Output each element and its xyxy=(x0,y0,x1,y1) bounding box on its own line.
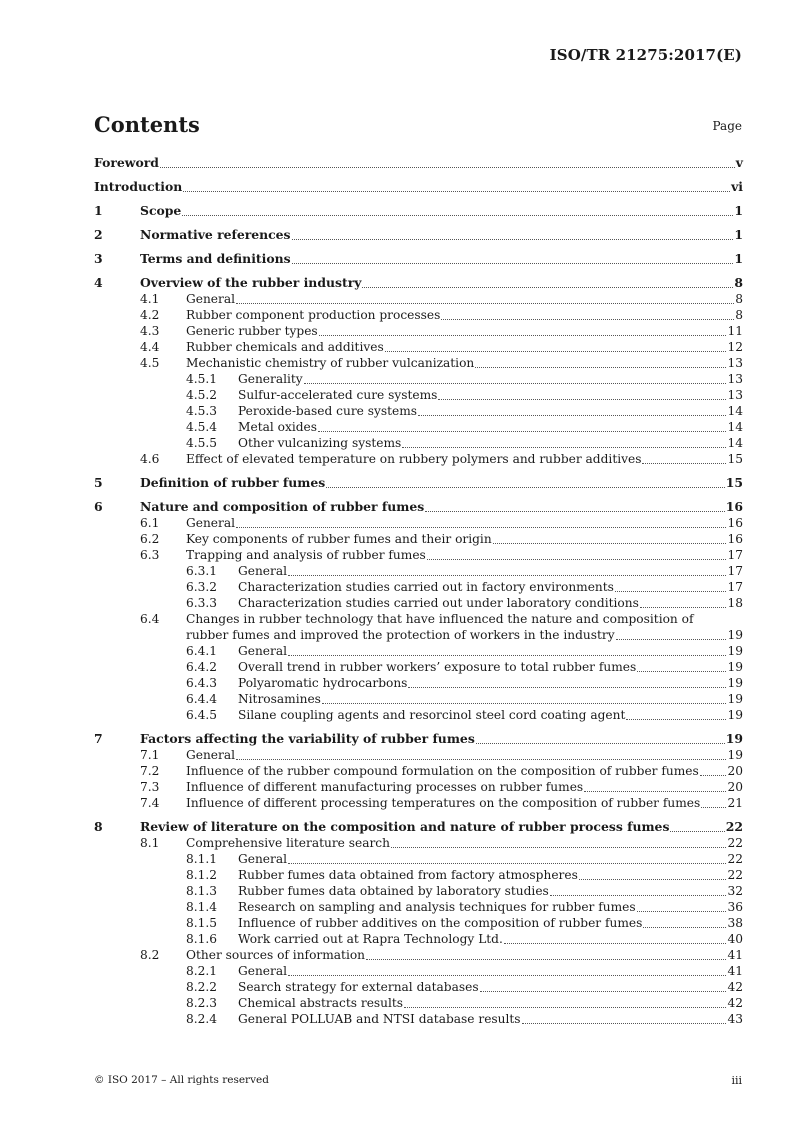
toc-entry-page: 12 xyxy=(727,340,743,354)
toc-dot-leader xyxy=(438,399,726,400)
toc-dot-leader xyxy=(304,383,727,384)
page-number: iii xyxy=(731,1074,742,1087)
toc-entry-number: 4.5.2 xyxy=(186,388,218,402)
toc-entry[interactable] xyxy=(94,747,743,763)
toc-entry[interactable] xyxy=(94,963,743,979)
toc-entry[interactable] xyxy=(94,291,743,307)
toc-dot-leader xyxy=(504,943,727,944)
toc-entry[interactable] xyxy=(94,731,743,747)
toc-dot-leader xyxy=(427,559,727,560)
toc-dot-leader xyxy=(236,303,734,304)
toc-entry-number: 8.1.6 xyxy=(186,932,218,946)
toc-entry-title: Influence of different processing temperatures on the composition of rubber fumes xyxy=(186,796,701,810)
toc-entry-title: General xyxy=(186,516,235,530)
toc-entry[interactable] xyxy=(94,307,743,323)
toc-entry-number: 8.2.4 xyxy=(186,1012,218,1026)
toc-entry-title: Characterization studies carried out under laboratory conditions xyxy=(238,596,639,610)
toc-entry-number: 4.2 xyxy=(140,308,160,322)
contents-heading: Contents xyxy=(94,112,200,137)
toc-entry[interactable] xyxy=(94,371,743,387)
toc-dot-leader xyxy=(550,895,727,896)
toc-entry-page: 43 xyxy=(727,1012,743,1026)
toc-entry-title: General xyxy=(186,292,235,306)
toc-entry[interactable] xyxy=(94,835,743,851)
toc-entry-page: 11 xyxy=(727,324,743,338)
toc-entry-page: 19 xyxy=(727,660,743,674)
toc-dot-leader xyxy=(326,487,725,488)
toc-entry-title: Rubber fumes data obtained from factory atmospheres xyxy=(238,868,578,882)
toc-entry-page: 17 xyxy=(727,580,743,594)
toc-entry-number: 4.5.4 xyxy=(186,420,218,434)
toc-entry-title: Normative references xyxy=(140,227,291,242)
toc-entry-title: Rubber fumes data obtained by laboratory studies xyxy=(238,884,549,898)
toc-dot-leader xyxy=(236,527,726,528)
toc-entry-number: 6.4.2 xyxy=(186,660,218,674)
toc-entry-page: 16 xyxy=(727,516,743,530)
toc-entry-title: Review of literature on the composition and nature of rubber process fumes xyxy=(140,819,670,834)
toc-entry-title-block xyxy=(186,611,694,627)
toc-entry-page: 15 xyxy=(725,475,743,490)
toc-entry-number: 7.4 xyxy=(140,796,160,810)
toc-dot-leader xyxy=(584,791,726,792)
toc-entry-page: 18 xyxy=(727,596,743,610)
toc-dot-leader xyxy=(236,759,726,760)
toc-entry[interactable] xyxy=(94,355,743,371)
toc-entry[interactable] xyxy=(94,675,743,691)
toc-entry-page: 15 xyxy=(727,452,743,466)
toc-dot-leader xyxy=(182,215,733,216)
toc-entry-number: 4.5.3 xyxy=(186,404,218,418)
toc-entry-number: 6.3 xyxy=(140,548,160,562)
toc-entry-title: Effect of elevated temperature on rubbery polymers and rubber additives xyxy=(186,452,642,466)
toc-entry-number: 4.1 xyxy=(140,292,160,306)
toc-dot-leader xyxy=(522,1023,727,1024)
toc-entry-number: 4.5 xyxy=(140,356,160,370)
toc-entry-title: Nitrosamines xyxy=(238,692,321,706)
toc-entry-number: 4.5.5 xyxy=(186,436,218,450)
toc-dot-leader xyxy=(292,239,734,240)
toc-entry-number: 8.2.1 xyxy=(186,964,218,978)
toc-entry-title: Scope xyxy=(140,203,182,218)
toc-entry-page: v xyxy=(735,155,743,170)
toc-entry-title: Influence of rubber additives on the composition of rubber fumes xyxy=(238,916,643,930)
toc-entry-number: 5 xyxy=(94,475,103,490)
toc-entry-number: 8.1.4 xyxy=(186,900,218,914)
toc-entry-title-continued: rubber fumes and improved the protection of workers in the industry xyxy=(186,628,615,642)
toc-entry-title: Rubber chemicals and additives xyxy=(186,340,384,354)
toc-entry-title: Overall trend in rubber workers’ exposure to total rubber fumes xyxy=(238,660,637,674)
toc-entry-number: 1 xyxy=(94,203,103,218)
toc-entry-number: 7.1 xyxy=(140,748,160,762)
toc-dot-leader xyxy=(322,703,727,704)
toc-entry[interactable] xyxy=(94,595,743,611)
toc-entry-number: 8.1.3 xyxy=(186,884,218,898)
toc-entry-page: 20 xyxy=(727,764,743,778)
toc-entry-page: 42 xyxy=(727,996,743,1010)
toc-entry-continuation[interactable] xyxy=(94,627,743,643)
toc-entry-title: Rubber component production processes xyxy=(186,308,441,322)
toc-entry[interactable] xyxy=(94,179,743,195)
toc-entry-title: General xyxy=(238,644,287,658)
toc-dot-leader xyxy=(288,975,726,976)
toc-entry[interactable] xyxy=(94,451,743,467)
copyright-notice: © ISO 2017 – All rights reserved xyxy=(94,1074,269,1086)
toc-entry-page: 8 xyxy=(734,275,743,290)
toc-entry-number: 6 xyxy=(94,499,103,514)
toc-entry[interactable] xyxy=(94,867,743,883)
toc-entry-number: 8.1 xyxy=(140,836,160,850)
toc-entry-page: 8 xyxy=(735,292,743,306)
toc-entry-page: 14 xyxy=(727,420,743,434)
toc-entry-title: Other sources of information xyxy=(186,948,366,962)
toc-entry[interactable] xyxy=(94,339,743,355)
toc-entry-title: Trapping and analysis of rubber fumes xyxy=(186,548,426,562)
toc-entry-number: 2 xyxy=(94,227,103,242)
toc-dot-leader xyxy=(288,863,726,864)
toc-entry-title: Terms and definitions xyxy=(140,251,291,266)
toc-entry[interactable] xyxy=(94,531,743,547)
toc-dot-leader xyxy=(391,847,726,848)
toc-entry-title: General xyxy=(238,852,287,866)
toc-entry-number: 6.4.4 xyxy=(186,692,218,706)
toc-entry-page: 41 xyxy=(727,964,743,978)
toc-entry[interactable] xyxy=(94,643,743,659)
toc-entry-title: Characterization studies carried out in factory environments xyxy=(238,580,614,594)
toc-dot-leader xyxy=(362,287,733,288)
toc-entry-page: 38 xyxy=(727,916,743,930)
toc-entry-number: 6.4.5 xyxy=(186,708,218,722)
toc-entry[interactable] xyxy=(94,763,743,779)
toc-entry-page: 19 xyxy=(725,731,743,746)
toc-dot-leader xyxy=(183,191,730,192)
toc-entry-page: 22 xyxy=(727,852,743,866)
toc-entry-title: Generality xyxy=(238,372,303,386)
toc-entry[interactable] xyxy=(94,475,743,491)
toc-entry-title: Mechanistic chemistry of rubber vulcanization xyxy=(186,356,475,370)
toc-entry-number: 8.1.5 xyxy=(186,916,218,930)
toc-entry-title: Factors affecting the variability of rubber fumes xyxy=(140,731,475,746)
toc-entry-number: 7.2 xyxy=(140,764,160,778)
toc-entry[interactable] xyxy=(94,691,743,707)
toc-entry-number: 6.4 xyxy=(140,612,160,626)
toc-dot-leader xyxy=(425,511,725,512)
toc-dot-leader xyxy=(404,1007,726,1008)
toc-entry-title: Definition of rubber fumes xyxy=(140,475,326,490)
toc-entry[interactable] xyxy=(94,563,743,579)
toc-dot-leader xyxy=(408,687,726,688)
toc-dot-leader xyxy=(701,807,726,808)
toc-entry-page: 16 xyxy=(727,532,743,546)
toc-dot-leader xyxy=(441,319,734,320)
toc-dot-leader xyxy=(385,351,727,352)
toc-entry-number: 6.3.1 xyxy=(186,564,218,578)
toc-entry-page: 13 xyxy=(727,372,743,386)
toc-entry-page: 14 xyxy=(727,436,743,450)
toc-entry-number: 4.5.1 xyxy=(186,372,218,386)
toc-entry[interactable] xyxy=(94,515,743,531)
toc-entry-number: 4 xyxy=(94,275,103,290)
toc-entry-page: vi xyxy=(731,179,743,194)
toc-entry-page: 13 xyxy=(727,388,743,402)
toc-entry[interactable] xyxy=(94,883,743,899)
toc-entry[interactable] xyxy=(94,403,743,419)
toc-entry-title: Changes in rubber technology that have influenced the nature and composition of xyxy=(186,612,694,626)
toc-entry-page: 41 xyxy=(727,948,743,962)
toc-entry[interactable] xyxy=(94,915,743,931)
toc-entry-number: 6.3.2 xyxy=(186,580,218,594)
toc-entry-title: Generic rubber types xyxy=(186,324,318,338)
toc-entry-title: Research on sampling and analysis techniques for rubber fumes xyxy=(238,900,636,914)
toc-entry[interactable] xyxy=(94,995,743,1011)
toc-entry-page: 42 xyxy=(727,980,743,994)
toc-entry-title: General xyxy=(238,964,287,978)
toc-entry-title: General POLLUAB and NTSI database results xyxy=(238,1012,521,1026)
toc-dot-leader xyxy=(615,591,727,592)
toc-dot-leader xyxy=(319,335,727,336)
toc-entry[interactable] xyxy=(94,387,743,403)
toc-entry-page: 22 xyxy=(727,868,743,882)
toc-entry[interactable] xyxy=(94,611,743,627)
toc-entry-title: Work carried out at Rapra Technology Ltd. xyxy=(238,932,503,946)
toc-entry[interactable] xyxy=(94,819,743,835)
toc-entry-page: 19 xyxy=(727,708,743,722)
toc-entry-title: Key components of rubber fumes and their origin xyxy=(186,532,492,546)
toc-entry-number: 8.2.2 xyxy=(186,980,218,994)
toc-entry[interactable] xyxy=(94,419,743,435)
toc-entry-title: Chemical abstracts results xyxy=(238,996,404,1010)
toc-entry-number: 3 xyxy=(94,251,103,266)
toc-dot-leader xyxy=(700,775,727,776)
page-column-label: Page xyxy=(712,119,742,133)
toc-entry-title: Metal oxides xyxy=(238,420,318,434)
toc-dot-leader xyxy=(288,655,726,656)
toc-entry-title: Peroxide-based cure systems xyxy=(238,404,418,418)
table-of-contents xyxy=(94,155,743,1027)
toc-entry-page: 1 xyxy=(734,203,743,218)
toc-entry-number: 8 xyxy=(94,819,103,834)
toc-entry-page: 17 xyxy=(727,548,743,562)
toc-entry-title: Foreword xyxy=(94,155,159,170)
toc-dot-leader xyxy=(579,879,727,880)
toc-entry[interactable] xyxy=(94,899,743,915)
toc-entry[interactable] xyxy=(94,203,743,219)
toc-dot-leader xyxy=(476,743,725,744)
toc-dot-leader xyxy=(480,991,727,992)
toc-dot-leader xyxy=(288,575,726,576)
toc-entry[interactable] xyxy=(94,579,743,595)
toc-entry-title: Comprehensive literature search xyxy=(186,836,390,850)
toc-entry[interactable] xyxy=(94,275,743,291)
toc-entry-title: Polyaromatic hydrocarbons xyxy=(238,676,408,690)
toc-entry-page: 20 xyxy=(727,780,743,794)
toc-entry-title: Sulfur-accelerated cure systems xyxy=(238,388,438,402)
toc-entry-number: 6.4.3 xyxy=(186,676,218,690)
toc-entry-page: 16 xyxy=(725,499,743,514)
toc-entry-page: 19 xyxy=(727,692,743,706)
toc-dot-leader xyxy=(493,543,727,544)
toc-entry-title: Search strategy for external databases xyxy=(238,980,479,994)
toc-entry[interactable] xyxy=(94,227,743,243)
toc-entry[interactable] xyxy=(94,851,743,867)
toc-entry-page: 19 xyxy=(727,644,743,658)
toc-entry-title: Influence of the rubber compound formulation on the composition of rubber fumes xyxy=(186,764,699,778)
toc-entry-title: Silane coupling agents and resorcinol steel cord coating agent xyxy=(238,708,626,722)
standard-designation: ISO/TR 21275:2017(E) xyxy=(549,46,742,64)
toc-dot-leader xyxy=(160,167,735,168)
toc-dot-leader xyxy=(640,607,727,608)
toc-entry[interactable] xyxy=(94,155,743,171)
toc-dot-leader xyxy=(642,463,726,464)
toc-entry-number: 8.2.3 xyxy=(186,996,218,1010)
toc-entry[interactable] xyxy=(94,979,743,995)
toc-entry-title: Overview of the rubber industry xyxy=(140,275,362,290)
toc-entry[interactable] xyxy=(94,1011,743,1027)
toc-entry-page: 32 xyxy=(727,884,743,898)
toc-entry[interactable] xyxy=(94,499,743,515)
toc-entry[interactable] xyxy=(94,547,743,563)
toc-entry-number: 7.3 xyxy=(140,780,160,794)
toc-entry[interactable] xyxy=(94,931,743,947)
toc-dot-leader xyxy=(643,927,726,928)
toc-entry-number: 4.4 xyxy=(140,340,160,354)
toc-entry-page: 8 xyxy=(735,308,743,322)
toc-entry-page: 22 xyxy=(725,819,743,834)
toc-entry[interactable] xyxy=(94,779,743,795)
toc-entry[interactable] xyxy=(94,947,743,963)
toc-entry-page: 19 xyxy=(727,628,743,642)
toc-entry[interactable] xyxy=(94,795,743,811)
toc-entry-title: General xyxy=(186,748,235,762)
toc-entry-page: 14 xyxy=(727,404,743,418)
toc-dot-leader xyxy=(475,367,726,368)
toc-entry-title: Influence of different manufacturing processes on rubber fumes xyxy=(186,780,584,794)
toc-entry-page: 21 xyxy=(727,796,743,810)
toc-entry-title: Other vulcanizing systems xyxy=(238,436,402,450)
toc-entry-title: Nature and composition of rubber fumes xyxy=(140,499,425,514)
toc-dot-leader xyxy=(670,831,724,832)
toc-entry-number: 6.1 xyxy=(140,516,160,530)
toc-dot-leader xyxy=(418,415,726,416)
toc-dot-leader xyxy=(637,911,727,912)
toc-entry-page: 22 xyxy=(727,836,743,850)
toc-dot-leader xyxy=(402,447,726,448)
toc-dot-leader xyxy=(626,719,726,720)
toc-dot-leader xyxy=(318,431,726,432)
toc-dot-leader xyxy=(616,639,727,640)
toc-entry[interactable] xyxy=(94,659,743,675)
toc-entry-number: 6.3.3 xyxy=(186,596,218,610)
toc-entry-title: Introduction xyxy=(94,179,183,194)
toc-entry-number: 8.1.2 xyxy=(186,868,218,882)
toc-entry-page: 36 xyxy=(727,900,743,914)
toc-entry-page: 40 xyxy=(727,932,743,946)
toc-entry-page: 19 xyxy=(727,748,743,762)
toc-entry-number: 4.3 xyxy=(140,324,160,338)
toc-entry[interactable] xyxy=(94,251,743,267)
toc-entry-number: 6.4.1 xyxy=(186,644,218,658)
toc-entry-page: 1 xyxy=(734,251,743,266)
toc-entry[interactable] xyxy=(94,707,743,723)
toc-entry-page: 19 xyxy=(727,676,743,690)
toc-entry[interactable] xyxy=(94,435,743,451)
toc-entry-page: 17 xyxy=(727,564,743,578)
toc-entry-number: 4.6 xyxy=(140,452,160,466)
toc-entry-number: 8.1.1 xyxy=(186,852,218,866)
toc-entry-number: 6.2 xyxy=(140,532,160,546)
toc-dot-leader xyxy=(637,671,726,672)
toc-entry-title: General xyxy=(238,564,287,578)
toc-entry-page: 13 xyxy=(727,356,743,370)
toc-dot-leader xyxy=(366,959,726,960)
toc-entry-number: 7 xyxy=(94,731,103,746)
toc-entry-page: 1 xyxy=(734,227,743,242)
toc-entry[interactable] xyxy=(94,323,743,339)
toc-entry-number: 8.2 xyxy=(140,948,160,962)
toc-dot-leader xyxy=(292,263,734,264)
